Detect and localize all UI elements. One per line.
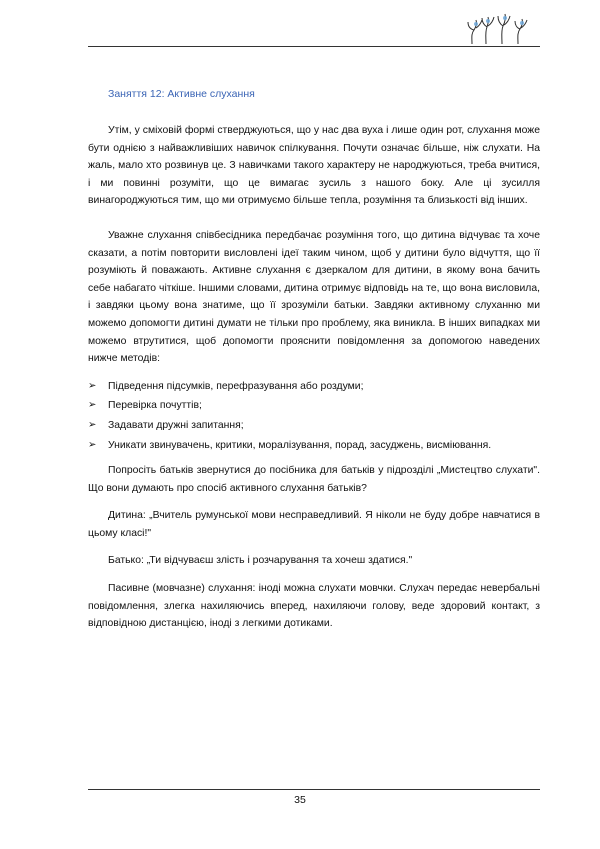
list-item-text: Уникати звинувачень, критики, моралізування, порад, засуджень, висміювання. [108, 439, 492, 451]
list-item [88, 397, 540, 415]
paragraph-passive-listening: Пасивне (мовчазне) слухання: іноді можна слухати мовчки. Слухач передає невербальні повідомлення, злегка нахиляючись вперед, нахиляючи голову, веде здоровий контакт, з відповідною дистанцією, іноді з легкими дотиками. [88, 583, 540, 630]
page-number: 35 [294, 794, 306, 806]
list-item-text: Задавати дружні запитання; [108, 419, 244, 431]
header-divider [88, 46, 540, 47]
hands-logo-icon [464, 10, 536, 46]
list-item [88, 437, 540, 455]
arrow-bullet-icon: ➢ [88, 399, 97, 411]
paragraph-parent-quote: Батько: „Ти відчуваєш злість і розчарування та хочеш здатися." [108, 555, 413, 567]
footer-divider [88, 789, 540, 790]
paragraph-intro: Утім, у сміховій формі стверджуються, що у нас два вуха і лише один рот, слухання може бути однією з найважливіших навичок спілкування. Почути означає більше, ніж слухати. На жаль, мало хто розвинув це. З навичками такого характеру не народжуються, треба вчитися, і ми повинні розуміти, що це вимагає зусиль з нашого боку. Але ці зусилля винагороджуються тим, що ми отримуємо більше тепла, розуміння та близькості від інших. [88, 125, 540, 207]
paragraph-ask-parents: Попросіть батьків звернутися до посібника для батьків у підрозділі „Мистецтво слухати". Що вони думають про спосіб активного слухання батьків? [88, 465, 540, 494]
methods-list [88, 378, 540, 454]
list-item [88, 378, 540, 396]
document-body [88, 122, 540, 633]
paragraph-child-quote: Дитина: „Вчитель румунської мови несправедливий. Я ніколи не буду добре навчатися в цьому класі!" [88, 510, 540, 539]
paragraph-active-listening: Уважне слухання співбесідника передбачає розуміння того, що дитина відчуває та хоче сказати, а потім повторити висловлені ідеї таким чином, щоб у дитини було відчуття, що її розуміють й поважають. Активне слухання є дзеркалом для дитини, в якому вона бачить себе набагато чіткіше. Іншими словами, дитина отримує відповідь на те, що вона висловила, і завдяки цьому вона знатиме, що її зрозуміли батьки. Завдяки активному слуханню ми можемо допомогти дитині думати не тільки про проблему, яка виникла. В інших випадках ми можемо втрутитися, щоб допомогти прояснити повідомлення за допомогою наведених нижче методів: [88, 229, 540, 365]
list-item-text: Перевірка почуттів; [108, 400, 202, 412]
arrow-bullet-icon: ➢ [88, 419, 97, 431]
arrow-bullet-icon: ➢ [88, 380, 97, 392]
arrow-bullet-icon: ➢ [88, 439, 97, 450]
section-title: Заняття 12: Активне слухання [108, 88, 255, 100]
list-item-text: Підведення підсумків, перефразування або роздуми; [108, 380, 364, 392]
list-item [88, 417, 540, 435]
